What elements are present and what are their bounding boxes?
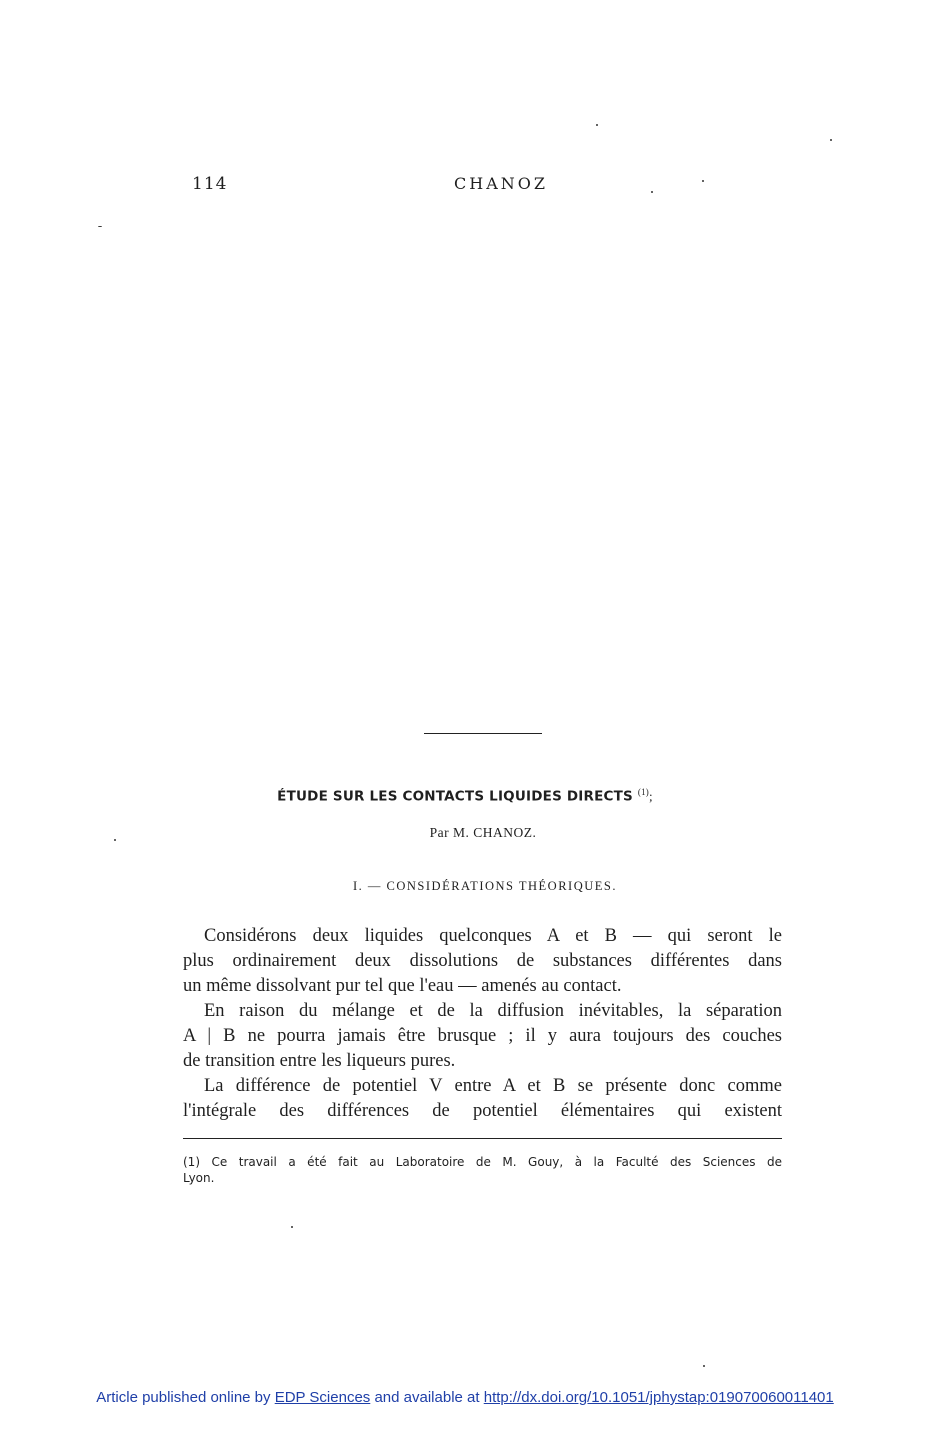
footnote-text: Lyon. [183, 1171, 215, 1185]
page-number: 114 [192, 174, 228, 194]
scan-speck [651, 191, 653, 193]
footnote-rule [183, 1138, 782, 1139]
section-heading: I. — CONSIDÉRATIONS THÉORIQUES. [353, 879, 617, 893]
footnote-marker: (1) [637, 787, 649, 797]
doi-link[interactable]: http://dx.doi.org/10.1051/jphystap:019070060011401 [483, 1389, 834, 1406]
body-line: l'intégrale des différences de potentiel élémentaires qui existent [183, 1101, 782, 1121]
scan-speck [98, 226, 102, 227]
body-line: Considérons deux liquides quelconques A et B — qui seront le [204, 926, 782, 946]
publisher-link[interactable]: EDP Sciences [274, 1389, 371, 1406]
scan-speck [596, 124, 598, 126]
body-line: La différence de potentiel V entre A et B se présente donc comme [204, 1076, 782, 1096]
body-line: A | B ne pourra jamais être brusque ; il y aura toujours des couches [183, 1026, 782, 1046]
body-line: plus ordinairement deux dissolutions de substances différentes dans [183, 951, 782, 971]
running-head: CHANOZ [454, 174, 548, 193]
banner-prefix: Article published online by [96, 1389, 271, 1406]
body-line: un même dissolvant pur tel que l'eau — amenés au contact. [183, 976, 622, 996]
article-title [0, 787, 930, 805]
article-title-text: ÉTUDE SUR LES CONTACTS LIQUIDES DIRECTS [277, 788, 633, 805]
publication-banner [0, 1389, 930, 1406]
scan-speck [703, 1365, 705, 1367]
title-punctuation: ; [649, 788, 653, 804]
title-rule [424, 733, 542, 734]
footnote-text: (1) Ce travail a été fait au Laboratoire de M. Gouy, à la Faculté des Sciences de [183, 1155, 782, 1169]
banner-middle: and available at [374, 1389, 480, 1406]
scan-speck [830, 139, 832, 141]
author-line: Par M. CHANOZ. [429, 825, 537, 840]
scan-speck [291, 1226, 293, 1228]
body-line: de transition entre les liqueurs pures. [183, 1051, 456, 1071]
scan-speck [702, 180, 704, 182]
body-line: En raison du mélange et de la diffusion inévitables, la séparation [204, 1001, 782, 1021]
